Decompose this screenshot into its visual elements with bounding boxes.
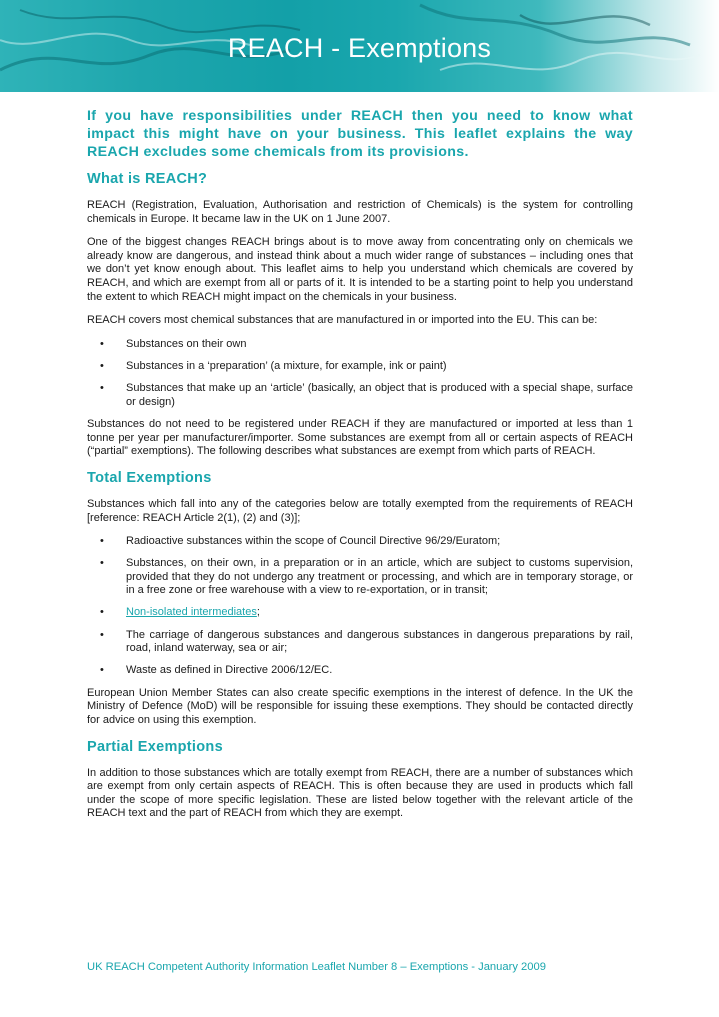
bullet-icon: • [100,337,104,350]
list-item: • Substances that make up an ‘article’ (basically, an object that is produced with a special shape, surface or design) [100,381,633,408]
header-banner [0,0,719,92]
heading-what-is-reach: What is REACH? [87,171,208,187]
heading-partial-exemptions: Partial Exemptions [87,738,223,755]
heading-total-exemptions: Total Exemptions [87,469,212,486]
list-item: • Substances, on their own, in a preparation or in an article, which are subject to customs supervision, provided that they do not undergo any treatment or processing, and which are in temporary storage, or in a free zone or free warehouse with a view to re-exportation, or in transit; [100,557,633,597]
non-isolated-intermediates-link[interactable]: Non-isolated intermediates [126,606,257,619]
paragraph: Substances do not need to be registered under REACH if they are manufactured or imported at less than 1 tonne per year per manufacturer/importer. Some substances are exempt from all or certain aspects of REACH (“partial” exemptions). The following describes what substances are exempt from which parts of REACH. [87,418,633,458]
list-item: • The carriage of dangerous substances and dangerous substances in dangerous preparations by rail, road, inland waterway, sea or air; [100,628,633,655]
paragraph: One of the biggest changes REACH brings about is to move away from concentrating only on chemicals we already know are dangerous, and instead think about a much wider range of substances – including ones that we don’t yet know enough about. This leaflet aims to help you understand which chemicals are covered by REACH, and which are exempt from all or parts of it. It is intended to be a starting point to help you understand the extent to which REACH might impact on the chemicals in your business. [87,236,633,303]
list-item: • Waste as defined in Directive 2006/12/EC. [100,664,333,677]
list-item: • Radioactive substances within the scope of Council Directive 96/29/Euratom; [100,535,501,548]
list-item: • Substances in a ‘preparation’ (a mixture, for example, ink or paint) [100,359,447,372]
bullet-icon: • [100,359,104,372]
paragraph: REACH (Registration, Evaluation, Authorisation and restriction of Chemicals) is the system for controlling chemicals in Europe. It became law in the UK on 1 June 2007. [87,199,633,225]
paragraph: REACH covers most chemical substances that are manufactured in or imported into the EU. This can be: [87,314,598,327]
total-exemptions-list [87,535,633,678]
paragraph: In addition to those substances which are totally exempt from REACH, there are a number of substances which are exempt from only certain aspects of REACH. This is often because they are used in products which fall under the scope of more specific legislation. These are listed below together with the relevant article of the REACH text and the part of REACH from which they are exempt. [87,766,633,820]
bullet-icon: • [100,535,104,548]
bullet-icon: • [100,606,104,619]
list-item: • Non-isolated intermediates; [100,606,260,619]
intro-paragraph: If you have responsibilities under REACH then you need to know what impact this might have on your business. This leaflet explains the way REACH excludes some chemicals from its provisions. [87,108,633,160]
paragraph: Substances which fall into any of the categories below are totally exempted from the requirements of REACH [reference: REACH Article 2(1), (2) and (3)]; [87,497,633,524]
document-body [87,107,633,831]
bullet-icon: • [100,664,104,677]
bullet-icon: • [100,557,104,570]
paragraph: European Union Member States can also create specific exemptions in the interest of defence. In the UK the Ministry of Defence (MoD) will be responsible for issuing these exemptions. They should be contacted directly for advice on using this exemption. [87,686,633,727]
bullet-icon: • [100,628,104,641]
substance-types-list [87,338,633,409]
bullet-icon: • [100,381,104,394]
page-title: REACH - Exemptions [227,33,492,63]
list-item: • Substances on their own [100,337,247,350]
page-footer: UK REACH Competent Authority Information Leaflet Number 8 – Exemptions - January 2009 [87,961,546,973]
